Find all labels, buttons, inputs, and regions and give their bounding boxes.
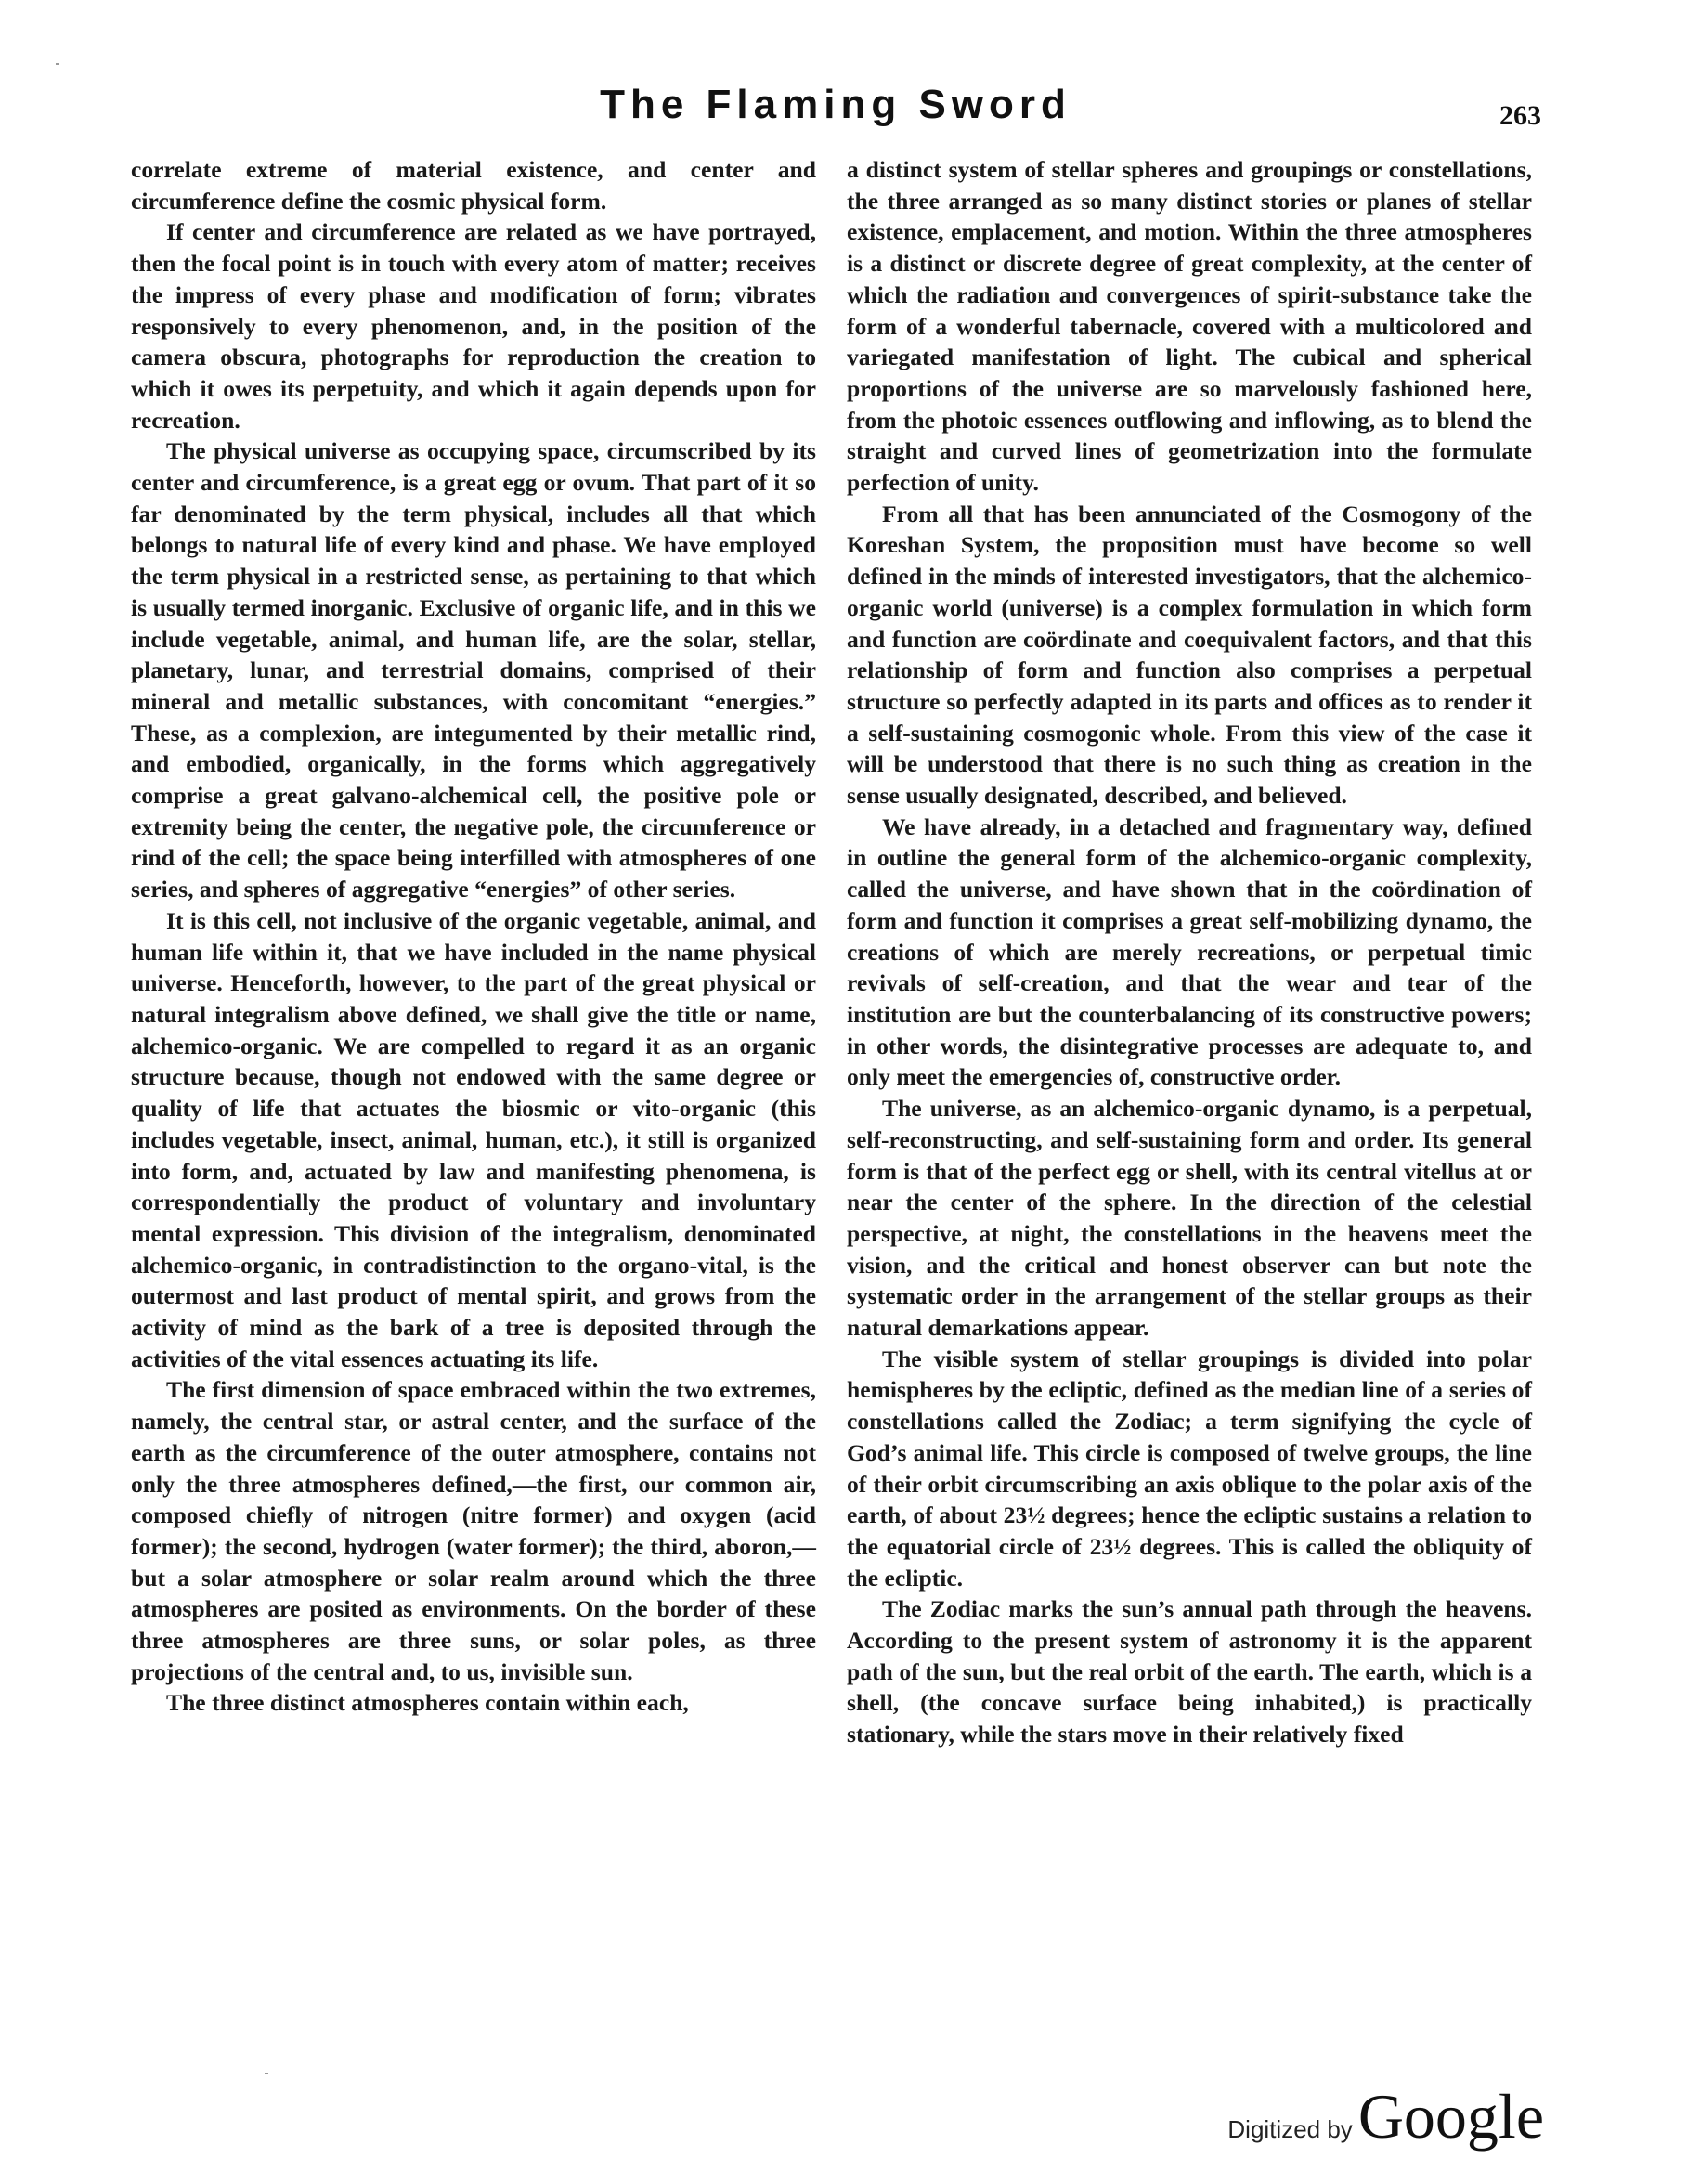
paragraph: correlate extreme of material existence, and center and circumference define the cosmic physical form. [131, 156, 816, 214]
digitized-by-label: Digitized by [1227, 2115, 1353, 2143]
paragraph: The three distinct atmospheres contain within each, [166, 1689, 689, 1717]
paragraph: It is this cell, not inclusive of the organic vegetable, animal, and human life within it, that we have included in the name physical universe. Henceforth, however, to the part of the great physical or natural integralism above defined, we shall give the title or name, alchemico-organic. We are compelled to regard it as an organic structure because, though not endowed with the same degree or quality of life that actuates the biosmic or vito-organic (this includes vegetable, insect, animal, human, etc.), it still is organized into form, and, actuated by law and manifesting phenomena, is correspondentially the product of voluntary and involuntary mental expression. This division of the integralism, denominated alchemico-organic, in contradistinction to the organo-vital, is the outermost and last product of mental spirit, and grows from the activity of mind as the bark of a tree is deposited through the activities of the vital essences actuating its life. [131, 906, 816, 1372]
google-logo: Google [1357, 2081, 1544, 2152]
paragraph: The universe, as an alchemico-organic dynamo, is a perpetual, self-reconstructing, and self-sustaining form and order. Its general form is that of the perfect egg or shell, with its central vitellus at or near the center of the sphere. In the direction of the celestial perspective, at night, the constellations in the heavens meet the vision, and the critical and honest observer can but note the systematic order in the arrangement of the stellar groups as their natural demarkations appear. [847, 1095, 1532, 1342]
scan-mark [265, 2073, 268, 2074]
paragraph: We have already, in a detached and fragmentary way, defined in outline the general form of the alchemico-organic complexity, called the universe, and have shown that in the coördination of form and function it comprises a great self-mobilizing dynamo, the creations of which are merely recreations, or perpetual timic revivals of self-creation, and that the wear and tear of the institution are but the counterbalancing of its constructive powers; in other words, the disintegrative processes are adequate to, and only meet the emergencies of, constructive order. [847, 812, 1532, 1091]
left-column [131, 154, 816, 1719]
page-number: 263 [1499, 100, 1541, 131]
scan-mark [56, 63, 59, 65]
right-column [847, 154, 1532, 1750]
paragraph: The physical universe as occupying space, circumscribed by its center and circumference, is a great egg or ovum. That part of it so far denominated by the term physical, includes all that which belongs to natural life of every kind and phase. We have employed the term physical in a restricted sense, as pertaining to that which is usually termed inorganic. Exclusive of organic life, and in this we include vegetable, animal, and human life, are the solar, stellar, planetary, lunar, and terrestrial domains, comprised of their mineral and metallic substances, with concomitant “energies.” These, as a complexion, are integumented by their metallic rind, and embodied, organically, in the forms which aggregatively comprise a great galvano-alchemical cell, the positive pole or extremity being the center, the negative pole, the circumference or rind of the cell; the space being interfilled with atmospheres of one series, and spheres of aggregative “energies” of other series. [131, 437, 816, 904]
paragraph: The visible system of stellar groupings is divided into polar hemispheres by the ecliptic, defined as the median line of a series of constellations called the Zodiac; a term signifying the cycle of God’s animal life. This circle is composed of twelve groups, the line of their orbit circumscribing an axis oblique to the polar axis of the earth, of about 23½ degrees; hence the ecliptic sustains a relation to the equatorial circle of 23½ degrees. This is called the obliquity of the ecliptic. [847, 1345, 1532, 1592]
digitization-footer [1227, 2080, 1544, 2152]
paragraph: a distinct system of stellar spheres and groupings or constellations, the three arranged as so many distinct stories or planes of stellar existence, emplacement, and motion. Within the three atmospheres is a distinct or discrete degree of great complexity, at the center of which the radiation and convergences of spirit-substance take the form of a wonderful tabernacle, covered with a multicolored and variegated manifestation of light. The cubical and spherical proportions of the universe are so marvelously fashioned here, from the photoic essences outflowing and inflowing, as to blend the straight and curved lines of geometrization into the formulate perfection of unity. [847, 156, 1532, 497]
paragraph: If center and circumference are related as we have portrayed, then the focal point is in touch with every atom of matter; receives the impress of every phase and modification of form; vibrates responsively to every phenomenon, and, in the position of the camera obscura, photographs for reproduction the creation to which it owes its perpetuity, and which it again depends upon for recreation. [131, 218, 816, 434]
journal-title: The Flaming Sword [600, 82, 1071, 127]
paragraph: The first dimension of space embraced within the two extremes, namely, the central star, or astral center, and the surface of the earth as the circumference of the outer atmosphere, contains not only the three atmospheres defined,—the first, our common air, composed chiefly of nitrogen (nitre former) and oxygen (acid former); the second, hydrogen (water former); the third, aboron,—but a solar atmosphere or solar realm around which the three atmospheres are posited as environments. On the border of these three atmospheres are three suns, or solar poles, as three projections of the central and, to us, invisible sun. [131, 1376, 816, 1685]
running-header [130, 82, 1541, 137]
paragraph: The Zodiac marks the sun’s annual path through the heavens. According to the present system of astronomy it is the apparent path of the sun, but the real orbit of the earth. The earth, which is a shell, (the concave surface being inhabited,) is practically stationary, while the stars move in their relatively fixed [847, 1595, 1532, 1748]
paragraph: From all that has been annunciated of the Cosmogony of the Koreshan System, the proposition must have become so well defined in the minds of interested investigators, that the alchemico-organic world (universe) is a complex formulation in which form and function are coördinate and coequivalent factors, and that this relationship of form and function also comprises a perpetual structure so perfectly adapted in its parts and offices as to render it a self-sustaining cosmogonic whole. From this view of the case it will be understood that there is no such thing as creation in the sense usually designated, described, and believed. [847, 500, 1532, 810]
